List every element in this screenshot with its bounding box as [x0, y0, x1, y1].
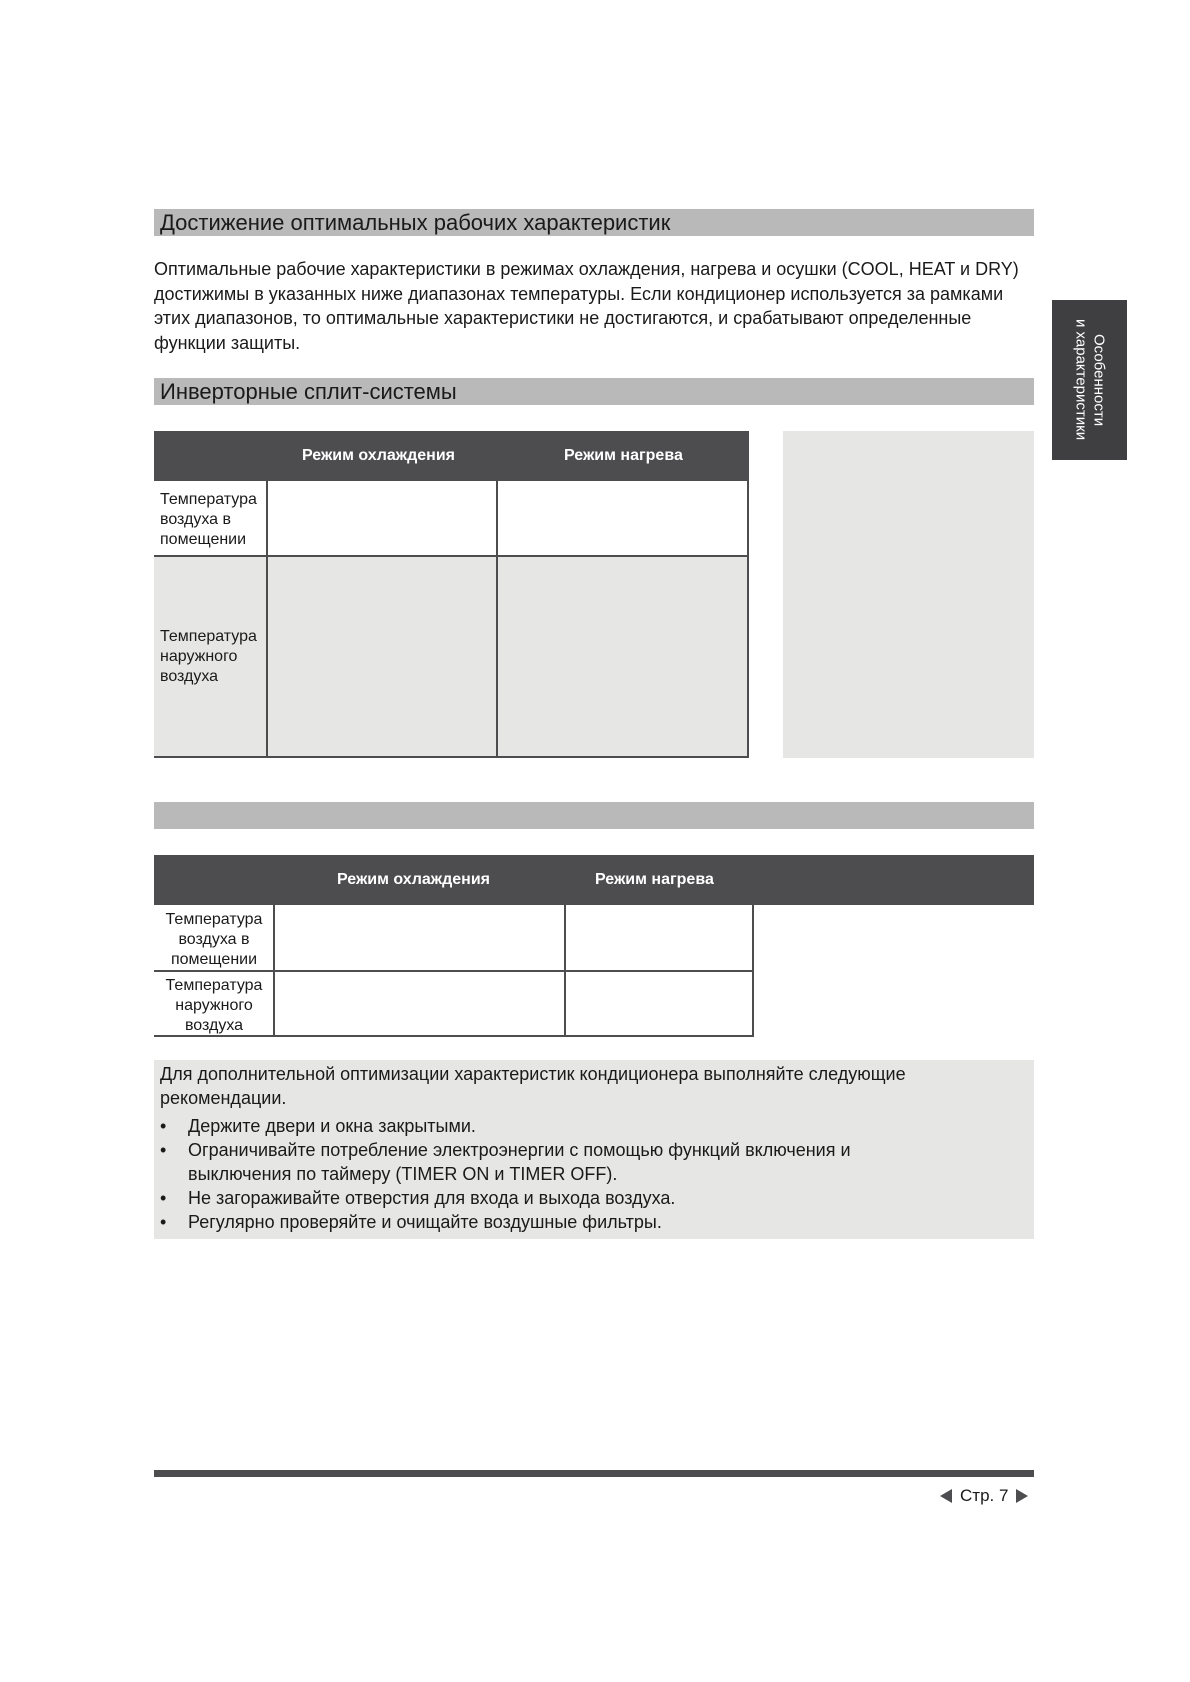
- side-chapter-tab: [1052, 300, 1127, 460]
- table1-outdoor-heat-cell: [498, 557, 747, 756]
- section-title-optimal: Достижение оптимальных рабочих характеристик: [154, 209, 1034, 236]
- note-panel: [783, 431, 1034, 758]
- recommendation-item: Не загораживайте отверстия для входа и выхода воздуха.: [188, 1188, 676, 1208]
- table1-divider: [747, 481, 749, 758]
- recommendation-item: Регулярно проверяйте и очищайте воздушные фильтры.: [188, 1212, 662, 1232]
- page-navigator: [940, 1483, 1028, 1509]
- table1-row-outdoor-label: Температура наружного воздуха: [160, 628, 257, 685]
- recommendations-box: [154, 1060, 1034, 1239]
- bullet-marker: •: [160, 1188, 167, 1208]
- table1-outdoor-cool-cell: [268, 557, 496, 756]
- bullet-marker: •: [160, 1212, 167, 1232]
- section-title-inverter: Инверторные сплит-системы: [154, 378, 1034, 405]
- recommendation-item: Держите двери и окна закрытыми.: [188, 1116, 476, 1136]
- side-tab-label: Особенности и характеристики: [1072, 319, 1108, 441]
- bullet-marker: •: [160, 1116, 167, 1136]
- table1-col-cool: Режим охлаждения: [302, 447, 455, 464]
- section-bar-blank: [154, 802, 1034, 829]
- table1-divider: [154, 756, 749, 758]
- bullet-marker: •: [160, 1140, 167, 1160]
- footer-rule: [154, 1470, 1034, 1477]
- recommendation-item: Ограничивайте потребление электроэнергии с помощью функций включения и выключения по таймеру (TIMER ON и TIMER OFF).: [188, 1140, 851, 1184]
- table2-header: [154, 855, 1034, 905]
- table2-col-heat: Режим нагрева: [595, 871, 714, 888]
- table2-divider: [154, 1035, 754, 1037]
- table1-col-heat: Режим нагрева: [564, 447, 683, 464]
- table1-divider: [154, 555, 749, 557]
- table2-divider: [154, 970, 754, 972]
- previous-page-icon[interactable]: [940, 1489, 952, 1503]
- intro-paragraph: Оптимальные рабочие характеристики в режимах охлаждения, нагрева и осушки (COOL, HEAT и DRY) достижимы в указанных ниже диапазонах температуры. Если кондиционер используется за рамками этих диапазонов, то оптимальные характеристики не достигаются, и срабатывают определенные функции защиты.: [154, 259, 1019, 353]
- recommendations-lead: Для дополнительной оптимизации характеристик кондиционера выполняйте следующие рекомендации.: [160, 1064, 906, 1108]
- table1-header: [154, 431, 749, 481]
- table1-divider: [496, 481, 498, 758]
- table1-row-indoor-label: Температура воздуха в помещении: [160, 491, 257, 548]
- table2-col-cool: Режим охлаждения: [337, 871, 490, 888]
- page-number: Стр. 7: [960, 1486, 1009, 1505]
- table2-row-outdoor-label: Температура наружного воздуха: [165, 977, 263, 1034]
- table1-divider: [266, 481, 268, 758]
- next-page-icon[interactable]: [1016, 1489, 1028, 1503]
- table2-row-indoor-label: Температура воздуха в помещении: [165, 911, 263, 968]
